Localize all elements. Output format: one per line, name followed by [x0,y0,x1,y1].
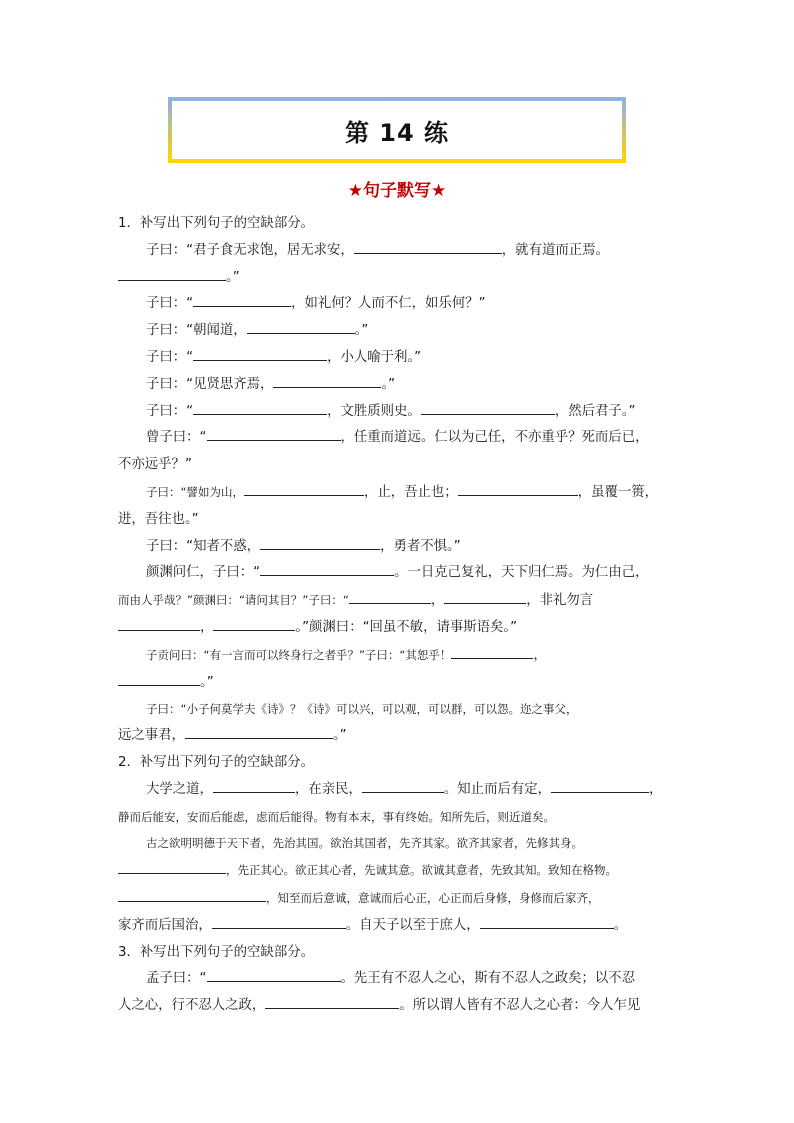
answer-blank[interactable] [273,373,381,388]
q1-line: 进，吾往也。” [118,511,199,527]
q1-line: 子曰：“见贤思齐焉， 。” [118,372,690,399]
exercise-content [118,211,690,1020]
answer-blank[interactable] [118,887,266,902]
q1-line: 子曰：“知者不惑， ，勇者不惧。” [118,534,690,561]
q2-line: ，先正其心。欲正其心者，先诚其意。欲诚其意者，先致其知。致知在格物。 [118,857,690,885]
q2-line: 家齐而后国治， 。自天子以至于庶人， 。 [118,913,690,940]
answer-blank[interactable] [349,589,431,604]
answer-blank[interactable] [207,967,341,982]
q1-line: 远之事君， 。” [118,723,690,750]
answer-blank[interactable] [118,266,226,281]
q2-line: 静而后能安，安而后能虑，虑而后能得。物有本末，事有终始。知所先后，则近道矣。 [118,809,555,824]
q2-heading: 2．补写出下列句子的空缺部分。 [118,754,314,770]
q3-line: 人之心，行不忍人之政， 。所以谓人皆有不忍人之心者：今人乍见 [118,993,690,1020]
q1-line: 子曰：“朝闻道， 。” [118,318,690,345]
q1-line: 子曰：“譬如为山， ，止，吾止也； ，虽覆一篑， [118,479,690,507]
q1-line: 。” [118,265,690,292]
q2-line: ，知至而后意诚，意诚而后心正，心正而后身修，身修而后家齐， [118,885,690,913]
lesson-title-box [168,97,626,163]
q3-line: 孟子曰：“ 。先王有不忍人之心，斯有不忍人之政矣；以不忍 [118,966,690,993]
q1-line: 不亦远乎？” [118,457,192,473]
answer-blank[interactable] [118,859,226,874]
q3-heading: 3．补写出下列句子的空缺部分。 [118,944,314,960]
answer-blank[interactable] [118,616,200,631]
answer-blank[interactable] [247,319,355,334]
q1-line: 子曰：“小子何莫学夫《诗》？《诗》可以兴，可以观，可以群，可以怨。迩之事父， [146,702,578,717]
q1-line: 子曰：“ ，文胜质则史。 ，然后君子。” [118,399,690,426]
answer-blank[interactable] [213,778,295,793]
q1-line: 子曰：“ ，如礼何？人而不仁，如乐何？” [118,291,690,318]
q1-line: 子贡问曰：“有一言而可以终身行之者乎？”子曰：“其恕乎！ ， [118,642,690,670]
answer-blank[interactable] [421,400,555,415]
answer-blank[interactable] [265,994,399,1009]
answer-blank[interactable] [551,778,649,793]
answer-blank[interactable] [193,400,327,415]
q1-line: 曾子曰：“ ，任重而道远。仁以为己任，不亦重乎？死而后已， [118,425,690,452]
answer-blank[interactable] [207,426,341,441]
answer-blank[interactable] [244,481,364,496]
answer-blank[interactable] [444,589,526,604]
q2-line: 古之欲明明德于天下者，先治其国。欲治其国者，先齐其家。欲齐其家者，先修其身。 [146,836,583,851]
answer-blank[interactable] [213,616,295,631]
answer-blank[interactable] [193,346,327,361]
q1-line: ， 。”颜渊曰：“回虽不敏，请事斯语矣。” [118,615,690,642]
answer-blank[interactable] [354,239,502,254]
answer-blank[interactable] [185,724,333,739]
q1-heading: 1．补写出下列句子的空缺部分。 [118,216,314,231]
section-title: ★句子默写★ [347,181,447,201]
q1-line: 颜渊问仁，子曰：“ 。一日克己复礼，天下归仁焉。为仁由己， [118,560,690,587]
answer-blank[interactable] [212,914,346,929]
answer-blank[interactable] [260,535,380,550]
q1-line: 子曰：“君子食无求饱，居无求安， ，就有道而正焉。 [118,238,690,265]
answer-blank[interactable] [118,671,200,686]
q1-line: 而由人乎哉？”颜渊曰：“请问其目？”子曰：“ ， ，非礼勿言 [118,587,690,615]
answer-blank[interactable] [260,561,394,576]
answer-blank[interactable] [451,644,533,659]
q2-line: 大学之道， ，在亲民， 。知止而后有定， ， [118,777,690,804]
answer-blank[interactable] [362,778,444,793]
q1-line: 。” [118,670,690,697]
answer-blank[interactable] [193,292,291,307]
answer-blank[interactable] [480,914,614,929]
lesson-title: 第 14 练 [344,118,450,147]
answer-blank[interactable] [458,481,578,496]
q1-line: 子曰：“ ，小人喻于利。” [118,345,690,372]
